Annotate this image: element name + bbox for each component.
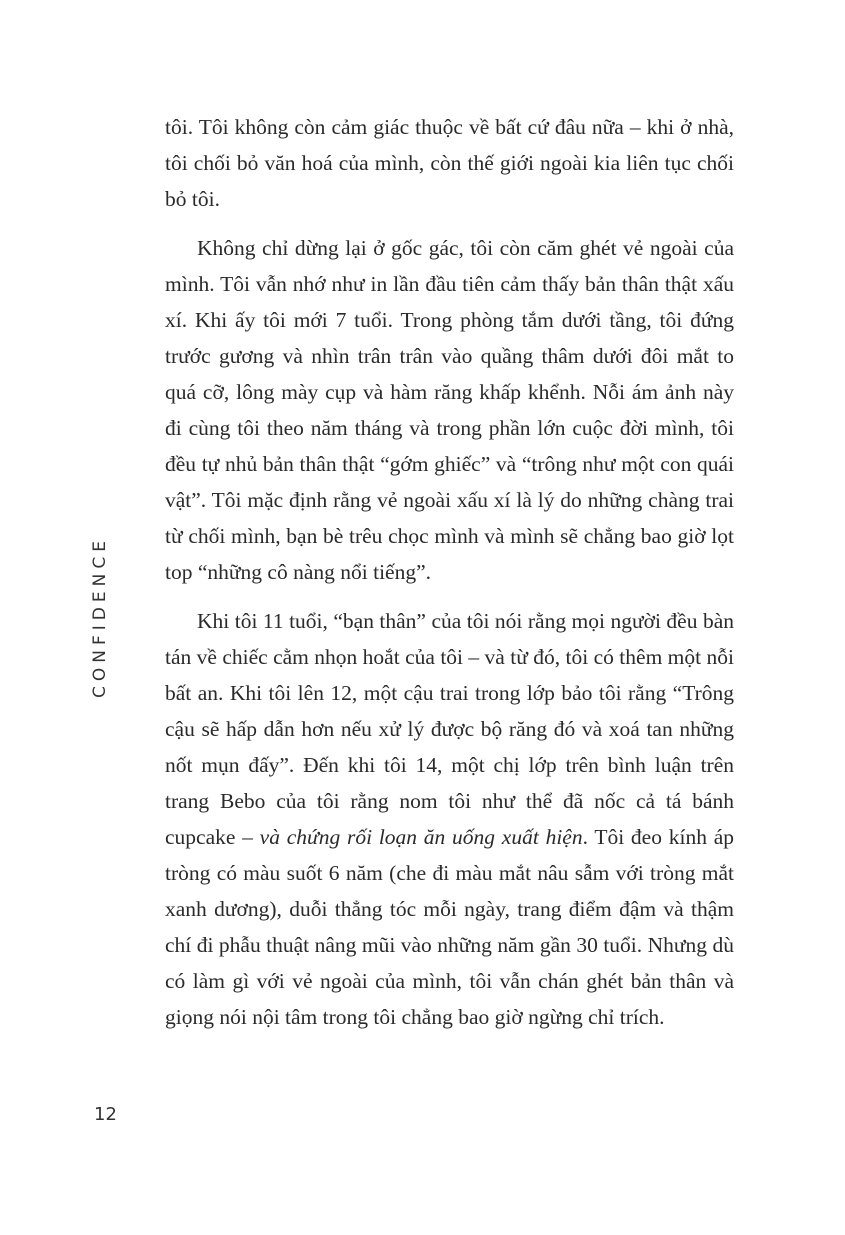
paragraph-text: Khi tôi 11 tuổi, “bạn thân” của tôi nói rằng mọi người đều bàn tán về chiếc cằm nhọn hoắt của tôi – và từ đó, tôi có thêm một nỗi bất an. Khi tôi lên 12, một cậu trai trong lớp bảo tôi rằng “Trông cậu sẽ hấp dẫn hơn nếu xử lý được bộ răng đó và xoá tan những nốt mụn đấy”. Đến khi tôi 14, một chị lớp trên bình luận trên trang Bebo của tôi rằng nom tôi như thể đã nốc cả tá bánh cupcake – [165, 609, 734, 849]
paragraph-text: . Tôi đeo kính áp tròng có màu suốt 6 năm (che đi màu mắt nâu sẫm với tròng mắt xanh dương), duỗi thẳng tóc mỗi ngày, trang điểm đậm và thậm chí đi phẫu thuật nâng mũi vào những năm gần 30 tuổi. Nhưng dù có làm gì với vẻ ngoài của mình, tôi vẫn chán ghét bản thân và giọng nói nội tâm trong tôi chẳng bao giờ ngừng chỉ trích. [165, 825, 734, 1029]
body-text [165, 109, 734, 1035]
paragraph: Không chỉ dừng lại ở gốc gác, tôi còn căm ghét vẻ ngoài của mình. Tôi vẫn nhớ như in lần đầu tiên cảm thấy bản thân thật xấu xí. Khi ấy tôi mới 7 tuổi. Trong phòng tắm dưới tầng, tôi đứng trước gương và nhìn trân trân vào quầng thâm dưới đôi mắt to quá cỡ, lông mày cụp và hàm răng khấp khểnh. Nỗi ám ảnh này đi cùng tôi theo năm tháng và trong phần lớn cuộc đời mình, tôi đều tự nhủ bản thân thật “gớm ghiếc” và “trông như một con quái vật”. Tôi mặc định rằng vẻ ngoài xấu xí là lý do những chàng trai từ chối mình, bạn bè trêu chọc mình và mình sẽ chẳng bao giờ lọt top “những cô nàng nổi tiếng”. [165, 236, 734, 584]
running-header-label: CONFIDENCE [90, 536, 110, 698]
paragraph [165, 603, 734, 1035]
page-number: 12 [94, 1104, 117, 1125]
paragraph: tôi. Tôi không còn cảm giác thuộc về bất cứ đâu nữa – khi ở nhà, tôi chối bỏ văn hoá của mình, còn thế giới ngoài kia liên tục chối bỏ tôi. [165, 115, 734, 211]
italic-phrase: và chứng rối loạn ăn uống xuất hiện [259, 825, 583, 849]
